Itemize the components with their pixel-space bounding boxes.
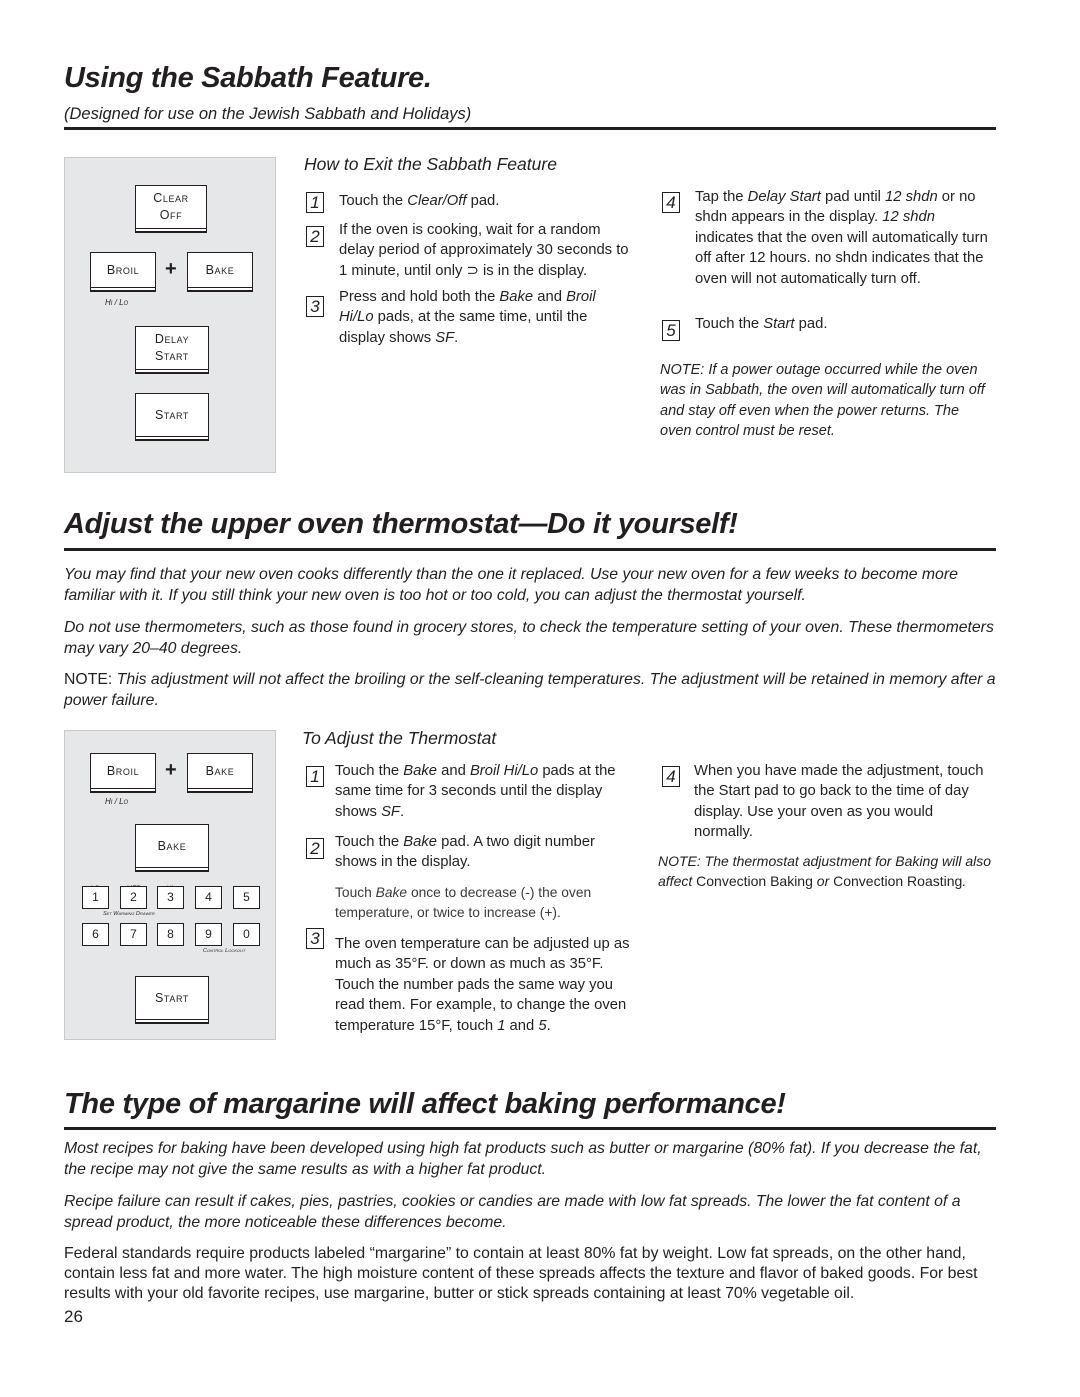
step-number: 3: [306, 296, 324, 317]
hilo-label: Hi / Lo: [105, 797, 129, 806]
step-subtext: Touch Bake once to decrease (-) the oven temperature, or twice to increase (+).: [335, 885, 592, 921]
step-text: Press and hold both the Bake and Broil Hi/Lo pads, at the same time, until the display shows SF.: [339, 289, 596, 346]
convection-note: NOTE: The thermostat adjustment for Baking will also affect Convection Baking or Convection Roasting.: [658, 853, 992, 890]
step-text: Touch the Clear/Off pad.: [339, 193, 500, 209]
section1-rule: [64, 127, 996, 130]
section2-rule: [64, 548, 996, 551]
number-pad-6[interactable]: 6: [82, 923, 109, 946]
adjustment-note-paragraph: NOTE: This adjustment will not affect the broiling or the self-cleaning temperatures. The adjustment will be retained in memory after a power failure.: [64, 671, 996, 709]
delay-start-pad[interactable]: Delay Start: [135, 326, 209, 370]
step-text: Touch the Start pad.: [695, 316, 828, 332]
number-pad-1[interactable]: 1: [82, 886, 109, 909]
step-text: Touch the Bake pad. A two digit number shows in the display.: [335, 834, 595, 871]
step-text: The oven temperature can be adjusted up as much as 35°F. or down as much as 35°F. Touch the number pads the same way you read them. For example, to change the oven temperature 15°F, touch 1 and 5.: [335, 936, 630, 1034]
section3-title: The type of margarine will affect baking performance!: [64, 1088, 786, 1120]
broil-pad[interactable]: Broil: [90, 252, 156, 288]
sabbath-control-panel: [64, 157, 276, 473]
power-outage-note: NOTE: If a power outage occurred while the oven was in Sabbath, the oven will automatically turn off and stay off even when the power returns. The oven control must be reset.: [660, 362, 985, 440]
plus-sign: +: [165, 759, 177, 781]
step-text: If the oven is cooking, wait for a random delay period of approximately 30 seconds to 1 minute, until only ⊃ is in the display.: [339, 222, 629, 279]
start-pad[interactable]: Start: [135, 976, 209, 1020]
section1-title: Using the Sabbath Feature.: [64, 62, 432, 94]
page-number: 26: [64, 1307, 83, 1326]
step-text: Touch the Bake and Broil Hi/Lo pads at the same time for 3 seconds until the display shows SF.: [335, 763, 616, 820]
hilo-label: Hi / Lo: [105, 298, 129, 307]
set-warming-drawer-label: Set Warming Drawer: [103, 911, 155, 917]
clear-off-pad[interactable]: Clear Off: [135, 185, 207, 229]
margarine-paragraph-3: Federal standards require products labeled “margarine” to contain at least 80% fat by weight. Low fat spreads, on the other hand, contain less fat and more water. The high moisture content of these spreads affects the texture and flavor of baked goods. For best results with your old favorite recipes, use margarine, butter or stick spreads containing at least 70% vegetable oil.: [64, 1245, 978, 1302]
section2-title: Adjust the upper oven thermostat—Do it yourself!: [64, 508, 738, 540]
step-text: When you have made the adjustment, touch the Start pad to go back to the time of day display. Use your oven as you would normally.: [694, 763, 984, 841]
step-number: 2: [306, 838, 324, 859]
plus-sign: +: [165, 258, 177, 280]
exit-sabbath-heading: How to Exit the Sabbath Feature: [304, 154, 557, 174]
number-pad-8[interactable]: 8: [157, 923, 184, 946]
bake-pad[interactable]: Bake: [187, 252, 253, 288]
number-pad-7[interactable]: 7: [120, 923, 147, 946]
number-pad-5[interactable]: 5: [233, 886, 260, 909]
number-pad-9[interactable]: 9: [195, 923, 222, 946]
number-pad-2[interactable]: 2: [120, 886, 147, 909]
step-number: 5: [662, 320, 680, 341]
margarine-paragraph-1: Most recipes for baking have been developed using high fat products such as butter or margarine (80% fat). If you decrease the fat, the recipe may not give the same results as with a higher fat product.: [64, 1140, 982, 1178]
bake-pad-large[interactable]: Bake: [135, 824, 209, 868]
adjust-thermostat-heading: To Adjust the Thermostat: [302, 728, 497, 748]
step-number: 4: [662, 766, 680, 787]
section1-subtitle: (Designed for use on the Jewish Sabbath and Holidays): [64, 105, 472, 123]
number-pad-0[interactable]: 0: [233, 923, 260, 946]
thermostat-intro-paragraph: You may find that your new oven cooks differently than the one it replaced. Use your new oven for a few weeks to become more familiar with it. If you still think your new oven is too hot or too cold, you can adjust the thermostat yourself.: [64, 566, 958, 604]
step-number: 2: [306, 226, 324, 247]
start-pad[interactable]: Start: [135, 393, 209, 437]
broil-pad[interactable]: Broil: [90, 753, 156, 789]
step-text: Tap the Delay Start pad until 12 shdn or no shdn appears in the display. 12 shdn indicates that the oven will automatically turn off after 12 hours. no shdn indicates that the oven will not automatically turn off.: [695, 189, 988, 287]
number-pad-4[interactable]: 4: [195, 886, 222, 909]
bake-pad[interactable]: Bake: [187, 753, 253, 789]
section3-rule: [64, 1127, 996, 1130]
step-number: 3: [306, 928, 324, 949]
step-number: 1: [306, 192, 324, 213]
number-pad-3[interactable]: 3: [157, 886, 184, 909]
margarine-paragraph-2: Recipe failure can result if cakes, pies, pastries, cookies or candies are made with low fat spreads. The lower the fat content of a spread product, the more noticeable these differences become.: [64, 1193, 961, 1231]
step-number: 4: [662, 192, 680, 213]
step-number: 1: [306, 766, 324, 787]
thermostat-control-panel: [64, 730, 276, 1040]
thermometer-paragraph: Do not use thermometers, such as those found in grocery stores, to check the temperature setting of your oven. These thermometers may vary 20–40 degrees.: [64, 619, 994, 657]
control-lockout-label: Control Lockout: [203, 948, 246, 954]
